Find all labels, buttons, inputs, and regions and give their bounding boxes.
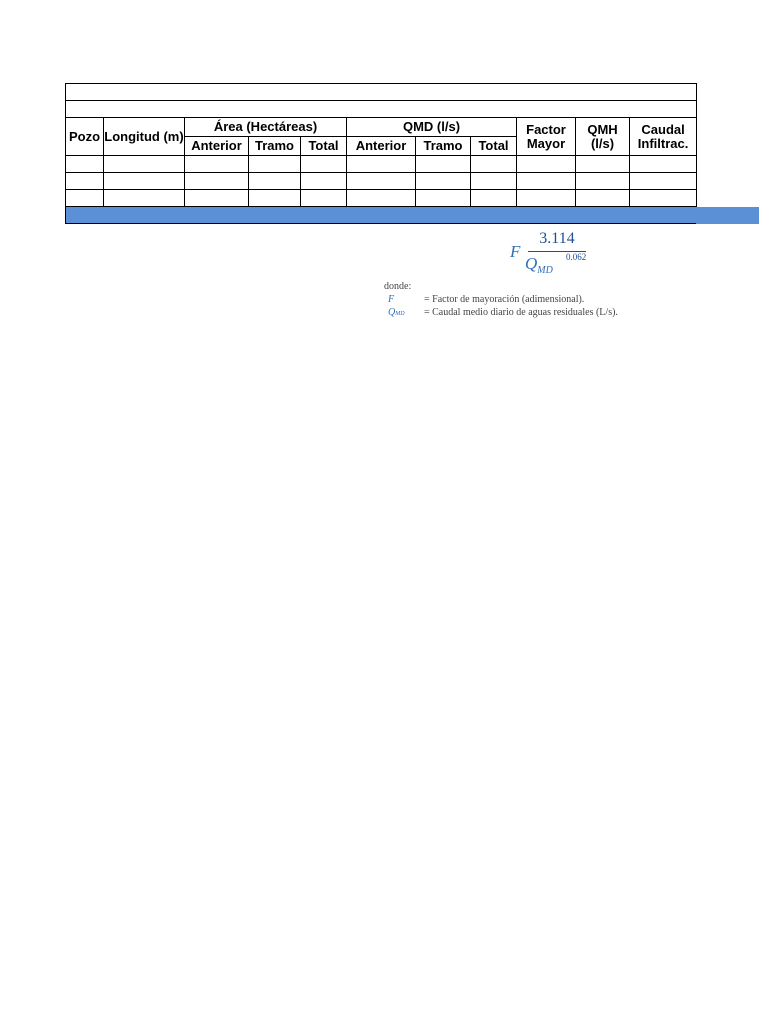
table-cell[interactable] — [66, 173, 104, 190]
table-cell[interactable] — [249, 156, 301, 173]
formula-variable: F — [510, 242, 521, 261]
table-cell[interactable] — [517, 173, 576, 190]
header-qmd: QMD (l/s) — [347, 118, 517, 137]
definitions-intro-row — [384, 280, 411, 293]
table-cell[interactable] — [416, 156, 471, 173]
definition-text: = Caudal medio diario de aguas residuales (L/s). — [424, 307, 618, 318]
formula-denominator — [525, 254, 553, 274]
calculation-table — [65, 83, 697, 224]
definition-symbol-subscript: MD — [395, 311, 405, 317]
table-cell[interactable] — [517, 156, 576, 173]
table-row — [66, 173, 697, 190]
table-cell[interactable] — [416, 173, 471, 190]
header-qmd-total: Total — [471, 137, 517, 156]
table-cell[interactable] — [185, 173, 249, 190]
table-cell[interactable] — [517, 190, 576, 207]
table-row — [66, 156, 697, 173]
blank-row-2 — [66, 101, 697, 118]
blue-band-cell[interactable] — [66, 207, 697, 224]
table-cell[interactable] — [301, 156, 347, 173]
table-cell[interactable] — [66, 190, 104, 207]
table-cell[interactable] — [185, 190, 249, 207]
definition-symbol-letter: F — [388, 294, 395, 305]
table-cell[interactable] — [576, 156, 630, 173]
table-cell[interactable] — [471, 156, 517, 173]
formula-exponent: 0.062 — [566, 252, 587, 262]
table-cell[interactable] — [347, 156, 416, 173]
table-cell[interactable] — [301, 190, 347, 207]
header-factor: Factor Mayor — [517, 118, 576, 156]
table-cell[interactable] — [301, 173, 347, 190]
header-area-tramo: Tramo — [249, 137, 301, 156]
formula-numerator: 3.114 — [539, 230, 575, 247]
header-area: Área (Hectáreas) — [185, 118, 347, 137]
table-cell[interactable] — [104, 190, 185, 207]
definition-symbol-letter: Q — [388, 307, 396, 318]
table-cell[interactable] — [576, 173, 630, 190]
denominator-variable: Q — [525, 254, 538, 273]
formula-image — [510, 228, 610, 276]
blue-band-row — [66, 207, 697, 224]
table-cell[interactable] — [630, 156, 697, 173]
table-cell[interactable] — [471, 190, 517, 207]
table-cell[interactable] — [185, 156, 249, 173]
formula-definitions — [384, 280, 618, 319]
header-qmh: QMH (l/s) — [576, 118, 630, 156]
table-cell[interactable] — [416, 190, 471, 207]
table-cell[interactable] — [347, 173, 416, 190]
table-cell[interactable] — [249, 190, 301, 207]
definition-text: = Factor de mayoración (adimensional). — [424, 294, 585, 305]
definitions-intro: donde: — [384, 281, 412, 292]
table-cell[interactable] — [104, 173, 185, 190]
table-cell[interactable] — [104, 156, 185, 173]
table-row — [66, 190, 697, 207]
header-area-total: Total — [301, 137, 347, 156]
header-qmd-tramo: Tramo — [416, 137, 471, 156]
table-cell[interactable] — [347, 190, 416, 207]
definition-row — [384, 306, 618, 319]
definition-symbol — [388, 293, 394, 306]
table-cell[interactable] — [249, 173, 301, 190]
table-cell[interactable] — [576, 190, 630, 207]
table-cell[interactable] — [630, 190, 697, 207]
table-cell[interactable] — [66, 156, 104, 173]
definition-row — [384, 293, 585, 306]
blank-cell[interactable] — [66, 101, 697, 118]
header-row-1 — [66, 118, 697, 137]
header-caudal: Caudal Infiltrac. — [630, 118, 697, 156]
header-longitud: Longitud (m) — [104, 118, 185, 156]
blank-row-1 — [66, 84, 697, 101]
header-pozo: Pozo — [66, 118, 104, 156]
definition-symbol — [388, 306, 405, 321]
header-area-anterior: Anterior — [185, 137, 249, 156]
blue-band-extension — [696, 207, 759, 224]
denominator-subscript: MD — [537, 265, 553, 276]
table-cell[interactable] — [471, 173, 517, 190]
blank-cell[interactable] — [66, 84, 697, 101]
table-cell[interactable] — [630, 173, 697, 190]
header-qmd-anterior: Anterior — [347, 137, 416, 156]
